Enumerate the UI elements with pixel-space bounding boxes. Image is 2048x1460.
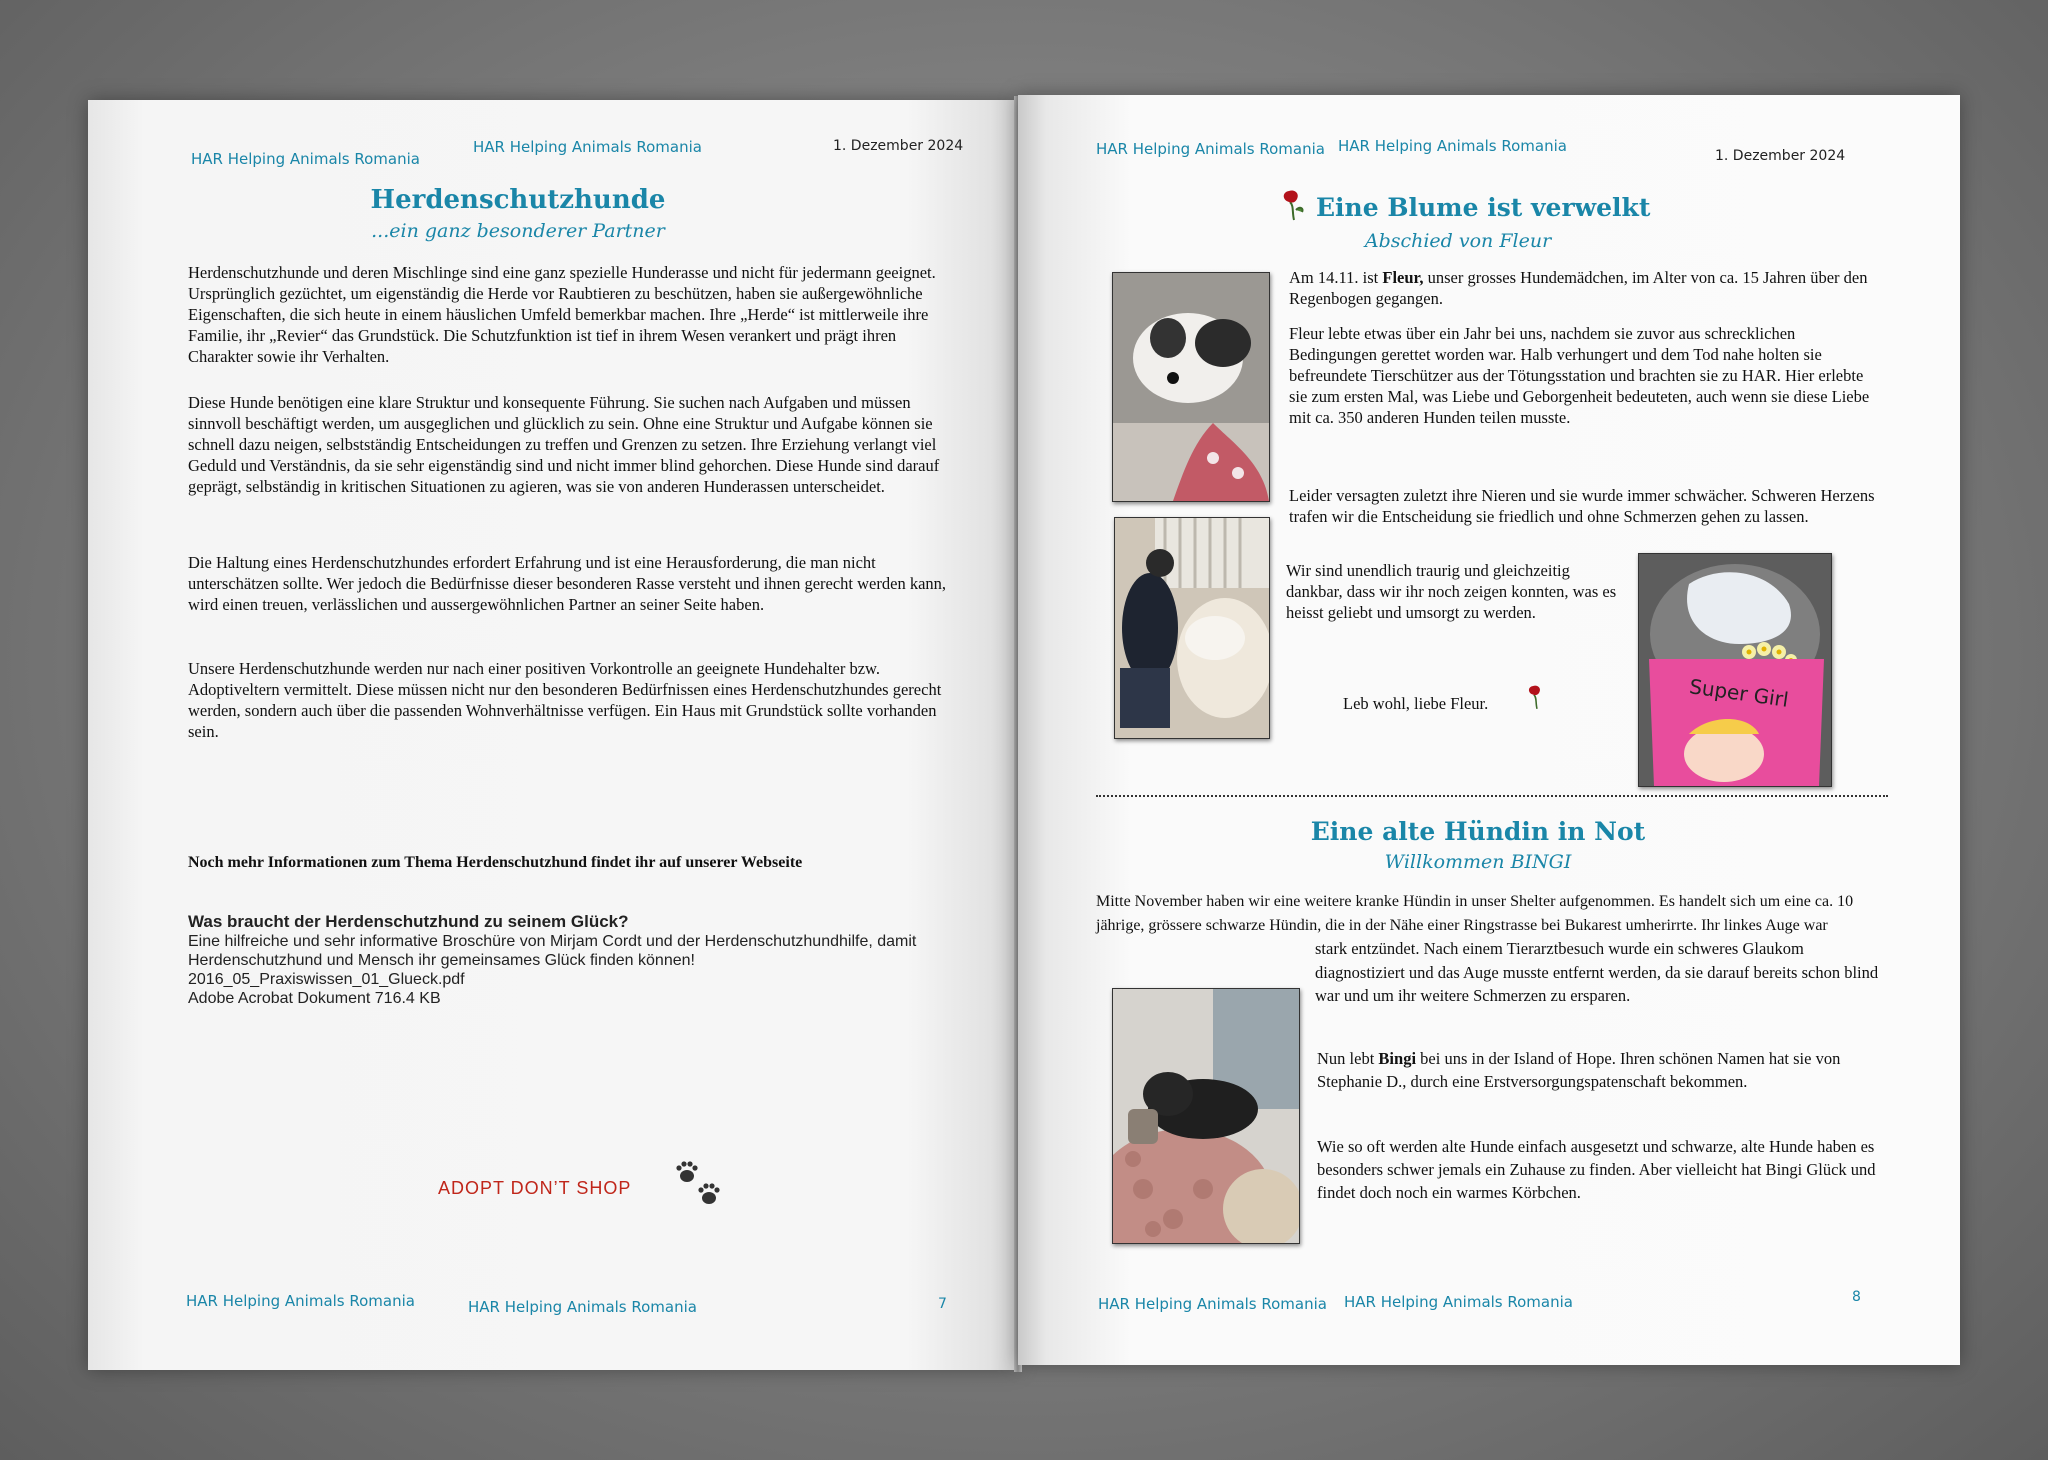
article-subtitle-bingi: Willkommen BINGI: [1384, 851, 1572, 873]
fleur-farewell: Leb wohl, liebe Fleur.: [1343, 694, 1489, 713]
bingi-photo: [1112, 988, 1300, 1244]
super-girl-shirt-text: Super Girl: [1687, 674, 1791, 712]
paw-prints-icon: [673, 1160, 725, 1214]
header-date-right: 1. Dezember 2024: [1715, 148, 1846, 164]
article-subtitle-fleur: Abschied von Fleur: [1364, 230, 1552, 252]
article-title-herdenschutzhunde: Herdenschutzhunde: [370, 185, 666, 215]
article-title-bingi: Eine alte Hündin in Not: [1310, 817, 1646, 846]
more-info-website-link[interactable]: Noch mehr Informationen zum Thema Herdenschutzhund findet ihr auf unserer Webseite: [188, 854, 803, 871]
herdenschutz-paragraph-2: Diese Hunde benötigen eine klare Struktur und konsequente Führung. Sie suchen nach Aufgaben und müssen sinnvoll beschäftigt werden, um ausgeglichen und glücklich zu sein. Ohne eine Struktur und Aufgabe können sie schnell dazu neigen, selbstständig Entscheidungen zu treffen und Grenzen zu setzen. Ihre Erziehung verlangt viel Geduld und Verständnis, da sie sehr eigenständig sind und nicht immer blind gehorchen. Diese Hunde sind darauf geprägt, selbständig in kritischen Situationen zu agieren, was sie von anderen Hunderassen unterscheidet.: [188, 393, 940, 496]
download-description: Eine hilfreiche und sehr informative Broschüre von Mirjam Cordt und der Herdenschutzhundhilfe, damit Herdenschutzhund und Mensch ihr gemeinsames Glück finden können!: [188, 933, 917, 969]
fleur-memorial-photo: [1638, 553, 1832, 787]
adopt-dont-shop-slogan: ADOPT DON’T SHOP: [438, 1178, 632, 1198]
wilted-rose-small-icon: [1526, 683, 1548, 715]
page-number-right: 8: [1852, 1289, 1861, 1305]
download-file-type: Adobe Acrobat Dokument 716.4 KB: [188, 990, 441, 1007]
footer-org-left-1: HAR Helping Animals Romania: [186, 1292, 415, 1310]
header-date-left: 1. Dezember 2024: [833, 138, 964, 154]
herdenschutz-paragraph-4: Unsere Herdenschutzhunde werden nur nach einer positiven Vorkontrolle an geeignete Hundehalter bzw. Adoptiveltern vermittelt. Diese müssen nicht nur den besonderen Bedürfnissen eines Herdenschutzhundes gerecht werden, sondern auch über die passenden Wohnverhältnisse verfügen. Ein Haus mit Grundstück sollte vorhanden sein.: [188, 659, 942, 741]
herdenschutz-paragraph-1: Herdenschutzhunde und deren Mischlinge sind eine ganz spezielle Hunderasse und nicht für jedermann geeignet. Ursprünglich gezüchtet, um eigenständig die Herde vor Raubtieren zu beschützen, haben sie außergewöhnliche Eigenschaften, die sich heute in einem häuslichen Umfeld bemerkbar machen. Ihre „Herde“ ist mittlerweile ihre Familie, ihr „Revier“ das Grundstück. Die Schutzfunktion ist tief in ihrem Wesen verankert und prägt ihren Charakter sowie ihr Verhalten.: [188, 263, 936, 366]
fleur-photo-portrait: [1112, 272, 1270, 502]
fleur-paragraph-2: Fleur lebte etwas über ein Jahr bei uns, nachdem sie zuvor aus schrecklichen Bedingungen gerettet worden war. Halb verhungert und dem Tod nahe holten sie befreundete Tierschützer aus der Tötungsstation und brachten sie zu HAR. Hier erlebte sie zum ersten Mal, was Liebe und Geborgenheit bedeuteten, auch wenn sie diese Liebe mit ca. 350 anderen Hunden teilen musste.: [1289, 324, 1870, 427]
header-org-right-2: HAR Helping Animals Romania: [1338, 137, 1567, 155]
article-divider: [1096, 795, 1888, 797]
fleur-photo-with-caretaker: [1114, 517, 1270, 739]
fleur-paragraph-1: Am 14.11. ist Fleur, unser grosses Hundemädchen, im Alter von ca. 15 Jahren über den Regenbogen gegangen.: [1289, 268, 1868, 308]
fleur-paragraph-4: Wir sind unendlich traurig und gleichzeitig dankbar, dass wir ihr noch zeigen konnten, was es heisst geliebt und umsorgt zu werden.: [1286, 561, 1617, 622]
bingi-paragraph-1-continued: stark entzündet. Nach einem Tierarztbesuch wurde ein schweres Glaukom diagnostiziert und das Auge musste entfernt werden, da sie darauf bereits schon blind war und um ihr weitere Schmerzen zu ersparen.: [1315, 939, 1879, 1005]
right-page: [1018, 95, 1960, 1365]
footer-org-right-1: HAR Helping Animals Romania: [1098, 1295, 1327, 1313]
bingi-paragraph-1-intro: Mitte November haben wir eine weitere kranke Hündin in unser Shelter aufgenommen. Es handelt sich um eine ca. 10 jährige, grössere schwarze Hündin, die in der Nähe einer Ringstrasse bei Bukarest umherirrte. Ihr linkes Auge war: [1096, 893, 1854, 934]
bingi-paragraph-2: Nun lebt Bingi bei uns in der Island of Hope. Ihren schönen Namen hat sie von Stephanie D., durch eine Erstversorgungspatenschaft bekommen.: [1317, 1049, 1841, 1091]
header-org-left-1: HAR Helping Animals Romania: [191, 150, 420, 168]
download-title-link[interactable]: Was braucht der Herdenschutzhund zu seinem Glück?: [188, 912, 629, 931]
download-file-name[interactable]: 2016_05_Praxiswissen_01_Glueck.pdf: [188, 971, 465, 988]
article-title-fleur: Eine Blume ist verwelkt: [1316, 193, 1651, 222]
herdenschutz-paragraph-3: Die Haltung eines Herdenschutzhundes erfordert Erfahrung und ist eine Herausforderung, die man nicht unterschätzen sollte. Wer jedoch die Bedürfnisse dieser besonderen Rasse versteht und ihnen gerecht werden kann, wird einen treuen, verlässlichen und aussergewöhnlichen Partner an seiner Seite haben.: [188, 553, 947, 614]
footer-org-left-2: HAR Helping Animals Romania: [468, 1298, 697, 1316]
footer-org-right-2: HAR Helping Animals Romania: [1344, 1293, 1573, 1311]
wilted-rose-icon: [1280, 188, 1308, 226]
page-number-left: 7: [938, 1296, 947, 1312]
header-org-right-1: HAR Helping Animals Romania: [1096, 140, 1325, 158]
fleur-paragraph-3: Leider versagten zuletzt ihre Nieren und sie wurde immer schwächer. Schweren Herzens trafen wir die Entscheidung sie friedlich und ohne Schmerzen gehen zu lassen.: [1289, 486, 1875, 526]
bingi-paragraph-3: Wie so oft werden alte Hunde einfach ausgesetzt und schwarze, alte Hunde haben es besonders schwer jemals ein Zuhause zu finden. Aber vielleicht hat Bingi Glück und findet doch noch ein warmes Körbchen.: [1317, 1137, 1876, 1202]
article-subtitle-herdenschutzhunde: ...ein ganz besonderer Partner: [371, 220, 665, 242]
header-org-left-2: HAR Helping Animals Romania: [473, 138, 702, 156]
left-page: [88, 100, 1018, 1370]
